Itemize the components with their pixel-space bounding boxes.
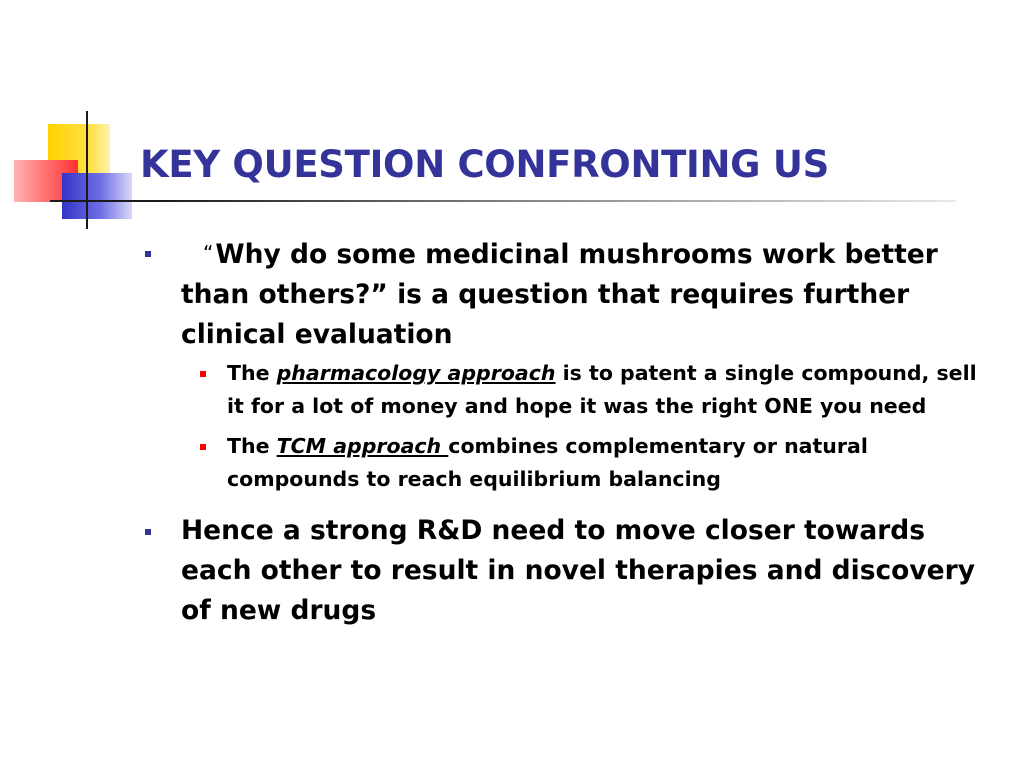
bullet-key-question (181, 233, 1001, 355)
bullet-text: Why do some medicinal mushrooms work better than others?” is a question that requires further clinical evaluation (181, 239, 938, 350)
sub-bullet-pharmacology (227, 357, 997, 423)
sub-bullet-text: is to patent a single compound, sell it for a lot of money and hope it was the right ONE you need (227, 361, 977, 418)
logo-vertical-line (86, 111, 88, 229)
slide-logo-decoration (0, 0, 140, 240)
open-quote-mark: “ (203, 241, 214, 265)
slide-body (0, 233, 1024, 631)
bullet-hence (181, 511, 1001, 631)
sub-bullet-text: combines complementary or natural compounds to reach equilibrium balancing (227, 434, 868, 491)
bullet-square-icon (145, 529, 151, 535)
sub-bullet-prefix: The (227, 434, 277, 458)
sub-bullet-square-icon (200, 371, 206, 377)
tcm-approach-emphasis: TCM approach (276, 434, 449, 458)
sub-bullet-prefix: The (227, 361, 277, 385)
sub-bullet-tcm (227, 430, 997, 496)
logo-blue-square (62, 173, 132, 219)
slide-title: KEY QUESTION CONFRONTING US (140, 143, 829, 186)
title-underline (50, 200, 956, 202)
pharmacology-approach-emphasis: pharmacology approach (276, 361, 556, 385)
bullet-text: Hence a strong R&D need to move closer towards each other to result in novel therapies and discovery of new drugs (181, 515, 975, 626)
sub-bullet-square-icon (200, 444, 206, 450)
bullet-square-icon (145, 251, 151, 257)
